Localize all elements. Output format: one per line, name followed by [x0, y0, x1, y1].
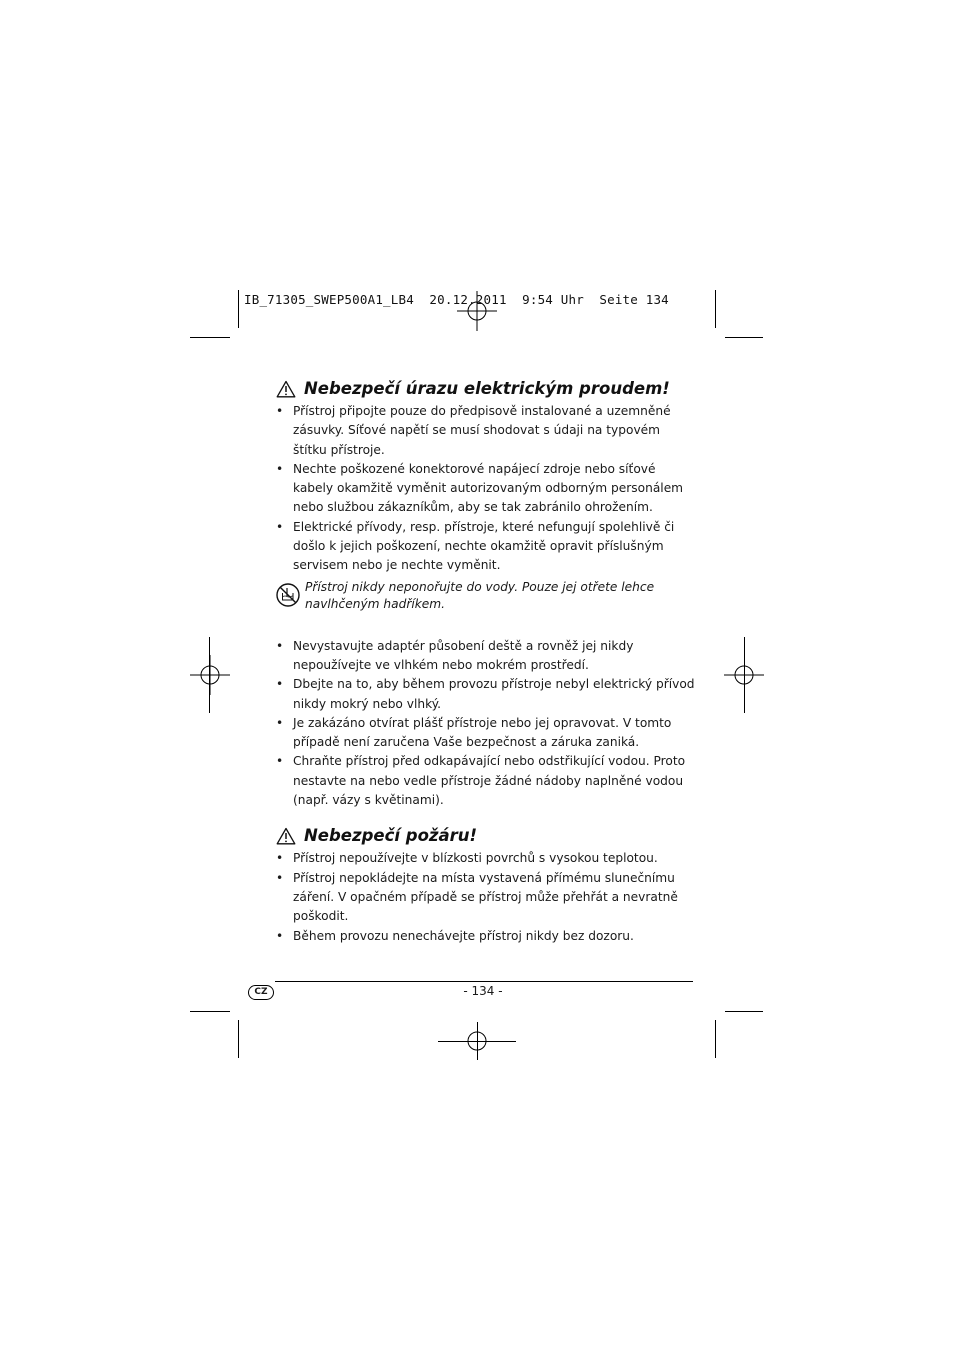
registration-mark-left-stem [209, 637, 210, 713]
footer-divider [275, 981, 693, 982]
language-badge: CZ [248, 985, 274, 1000]
list-item: • Chraňte přístroj před odkapávající nebo odstřikující vodou. Proto nestavte na nebo vedle přístroje žádné nádoby naplněné vodou (např. vázy s květinami). [276, 752, 696, 810]
list-item: • Přístroj nepokládejte na místa vystavená přímému slunečnímu záření. V opačném případě se přístroj může přehřát a nevratně poškodit. [276, 869, 696, 927]
section-heading-text: Nebezpečí požáru! [304, 826, 478, 846]
bullet-list [276, 402, 696, 576]
section-heading-text: Nebezpečí úrazu elektrickým proudem! [304, 379, 670, 398]
section-heading-fire [276, 826, 696, 845]
registration-mark-left [190, 655, 230, 695]
note-text: Přístroj nikdy neponořujte do vody. Pouze jej otřete lehce navlhčeným hadříkem. [305, 579, 655, 611]
print-header: IB_71305_SWEP500A1_LB4 20.12.2011 9:54 Uhr Seite 134 [244, 292, 669, 307]
list-item: • Elektrické přívody, resp. přístroje, které nefungují spolehlivě či došlo k jejich poškození, nechte okamžitě opravit příslušným servisem nebo je nechte vyměnit. [276, 518, 696, 576]
warning-triangle-icon [276, 827, 296, 845]
list-item: • Dbejte na to, aby během provozu přístroje nebyl elektrický přívod nikdy mokrý nebo vlhký. [276, 675, 696, 714]
list-item: • Nechte poškozené konektorové napájecí zdroje nebo síťové kabely okamžitě vyměnit autorizovaným odborným personálem nebo službou zákazníkům, aby se tak zabránilo ohrožením. [276, 460, 696, 518]
list-item: • Přístroj připojte pouze do předpisově instalované a uzemněné zásuvky. Síťové napětí se musí shodovat s údaji na typovém štítku přístroje. [276, 402, 696, 460]
no-immersion-icon [276, 583, 300, 607]
page-number: - 134 - [463, 984, 503, 998]
registration-mark-right-stem [744, 637, 745, 713]
registration-mark-bottom-stem [477, 1022, 478, 1060]
list-item: • Je zakázáno otvírat plášť přístroje nebo jej opravovat. V tomto případě není zaručena Vaše bezpečnost a záruka zaniká. [276, 714, 696, 753]
bullet-list [276, 637, 696, 811]
warning-triangle-icon [276, 380, 296, 398]
note-no-immersion [276, 579, 696, 613]
section-heading-electric-shock [276, 379, 696, 398]
list-item: • Nevystavujte adaptér působení deště a rovněž jej nikdy nepoužívejte ve vlhkém nebo mokrém prostředí. [276, 637, 696, 676]
page-content [276, 379, 696, 946]
list-item: • Během provozu nenechávejte přístroj nikdy bez dozoru. [276, 927, 696, 946]
list-item: • Přístroj nepoužívejte v blízkosti povrchů s vysokou teplotou. [276, 849, 696, 868]
bullet-list [276, 849, 696, 945]
